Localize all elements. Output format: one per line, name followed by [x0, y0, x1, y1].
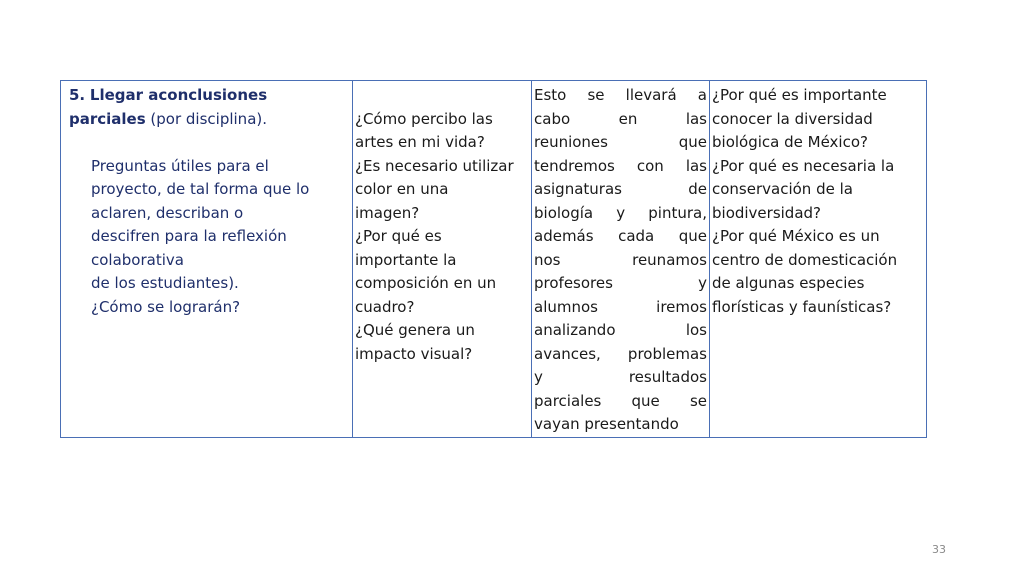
stage-title-rest: (por disciplina). — [145, 109, 268, 128]
process-line: Esto se llevará a — [534, 86, 707, 104]
art-question-line: importante la — [355, 250, 457, 269]
content-table — [60, 80, 927, 438]
art-question-line: artes en mi vida? — [355, 133, 485, 151]
process-line: avances, problemas — [534, 344, 707, 363]
cell-art-questions — [353, 81, 532, 438]
art-question-line: ¿Por qué es — [355, 227, 442, 245]
art-question-line: cuadro? — [355, 297, 415, 316]
cell-biology-questions — [710, 81, 927, 438]
biology-question-line: ¿Por qué es importante — [712, 86, 887, 104]
table-row — [61, 81, 927, 438]
process-line: asignaturas de — [534, 180, 707, 198]
process-line: cabo en las — [534, 109, 707, 128]
stage-title: Llegar aconclusiones — [89, 86, 268, 104]
process-line: profesores y — [534, 274, 707, 292]
art-question-line: ¿Es necesario utilizar — [355, 156, 514, 175]
art-question-line: ¿Cómo percibo las — [355, 109, 493, 128]
biology-question-line: conservación de la — [712, 180, 853, 198]
biology-question-line: biodiversidad? — [712, 203, 822, 222]
process-line: parciales que se — [534, 391, 707, 410]
stage-description — [69, 155, 350, 320]
stage-number: 5. — [69, 86, 86, 104]
biology-question-line: centro de domesticación — [712, 250, 898, 269]
process-line: biología y pintura, — [534, 203, 707, 222]
process-line: tendremos con las — [534, 156, 707, 175]
biology-question-line: ¿Por qué México es un — [712, 227, 880, 245]
description-line: aclaren, describan o — [91, 203, 244, 222]
biology-question-line: biológica de México? — [712, 133, 868, 151]
description-line: ¿Cómo se lograrán? — [91, 297, 241, 316]
biology-question-line: conocer la diversidad — [712, 109, 873, 128]
biology-question-line: ¿Por qué es necesaria la — [712, 156, 895, 175]
biology-question-line: florísticas y faunísticas? — [712, 297, 892, 316]
stage-heading — [69, 84, 350, 108]
process-line: además cada que — [534, 227, 707, 245]
description-line: Preguntas útiles para el — [91, 156, 269, 175]
description-line: de los estudiantes). — [91, 274, 239, 292]
art-question-line: color en una — [355, 180, 449, 198]
process-line: analizando los — [534, 321, 707, 339]
process-line: alumnos iremos — [534, 297, 707, 316]
stage-subheading — [69, 108, 350, 132]
process-line: reuniones que — [534, 133, 707, 151]
stage-title-2: parciales — [69, 109, 146, 128]
biology-question-line: de algunas especies — [712, 274, 865, 292]
spacer — [355, 84, 529, 108]
spacer — [69, 131, 350, 155]
description-line: descifren para la reflexión — [91, 227, 287, 245]
process-line: nos reunamos — [534, 250, 707, 269]
description-line: proyecto, de tal forma que lo — [91, 180, 310, 198]
cell-process — [532, 81, 710, 438]
art-question-line: imagen? — [355, 203, 420, 222]
page-number: 33 — [932, 543, 946, 556]
art-question-line: impacto visual? — [355, 344, 473, 363]
art-question-line: ¿Qué genera un — [355, 321, 475, 339]
cell-stage — [61, 81, 353, 438]
process-line: y resultados — [534, 368, 707, 386]
description-line: colaborativa — [91, 250, 184, 269]
art-question-line: composición en un — [355, 274, 497, 292]
process-line: vayan presentando — [534, 415, 679, 433]
